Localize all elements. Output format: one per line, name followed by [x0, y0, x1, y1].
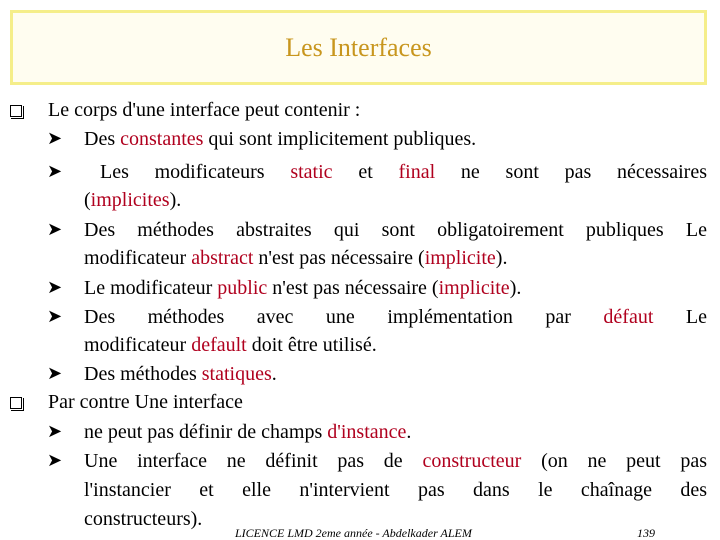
- list-item-constructeur-line1: Une interface ne définit pas de constructeur (on ne peut pas: [84, 450, 707, 472]
- list-item-modificateurs-line2: (implicites).: [84, 189, 182, 211]
- list-item-public: Le modificateur public n'est pas nécessaire (implicite).: [84, 277, 522, 299]
- list-item-constructeur-line3: constructeurs).: [84, 508, 203, 530]
- arrowhead-icon: ➤: [47, 219, 63, 240]
- list-item-defaut-line2: modificateur default doit être utilisé.: [84, 334, 377, 356]
- arrowhead-icon: ➤: [47, 421, 63, 442]
- list-item-modificateurs-line1: Les modificateurs static et final ne sont pas nécessaires: [100, 161, 707, 183]
- list-item-defaut-line1: Des méthodes avec une implémentation par défaut Le: [84, 306, 708, 328]
- title-box: [10, 10, 707, 85]
- list-item-methodes-abstraites-line1: Des méthodes abstraites qui sont obligatoirement publiques Le: [84, 219, 707, 241]
- hollow-square-icon: [10, 105, 22, 117]
- list-item-methodes-abstraites-line2: modificateur abstract n'est pas nécessaire (implicite).: [84, 247, 508, 269]
- arrowhead-icon: ➤: [47, 306, 63, 327]
- arrowhead-icon: ➤: [47, 161, 63, 182]
- bullet-text-2: Par contre Une interface: [48, 391, 243, 413]
- page-number: 139: [637, 526, 655, 540]
- footer-text: LICENCE LMD 2eme année - Abdelkader ALEM: [235, 526, 472, 540]
- list-item-constantes: Des constantes qui sont implicitement publiques.: [84, 128, 477, 150]
- hollow-square-icon: [10, 397, 22, 409]
- list-item-constructeur-line2: l'instancier et elle n'intervient pas dans le chaînage des: [84, 479, 707, 501]
- list-item-instance: ne peut pas définir de champs d'instance.: [84, 421, 412, 443]
- arrowhead-icon: ➤: [47, 450, 63, 471]
- list-item-statiques: Des méthodes statiques.: [84, 363, 277, 385]
- arrowhead-icon: ➤: [47, 128, 63, 149]
- slide-title: Les Interfaces: [285, 32, 432, 62]
- arrowhead-icon: ➤: [47, 363, 63, 384]
- arrowhead-icon: ➤: [47, 277, 63, 298]
- bullet-text-1: Le corps d'une interface peut contenir :: [48, 99, 361, 121]
